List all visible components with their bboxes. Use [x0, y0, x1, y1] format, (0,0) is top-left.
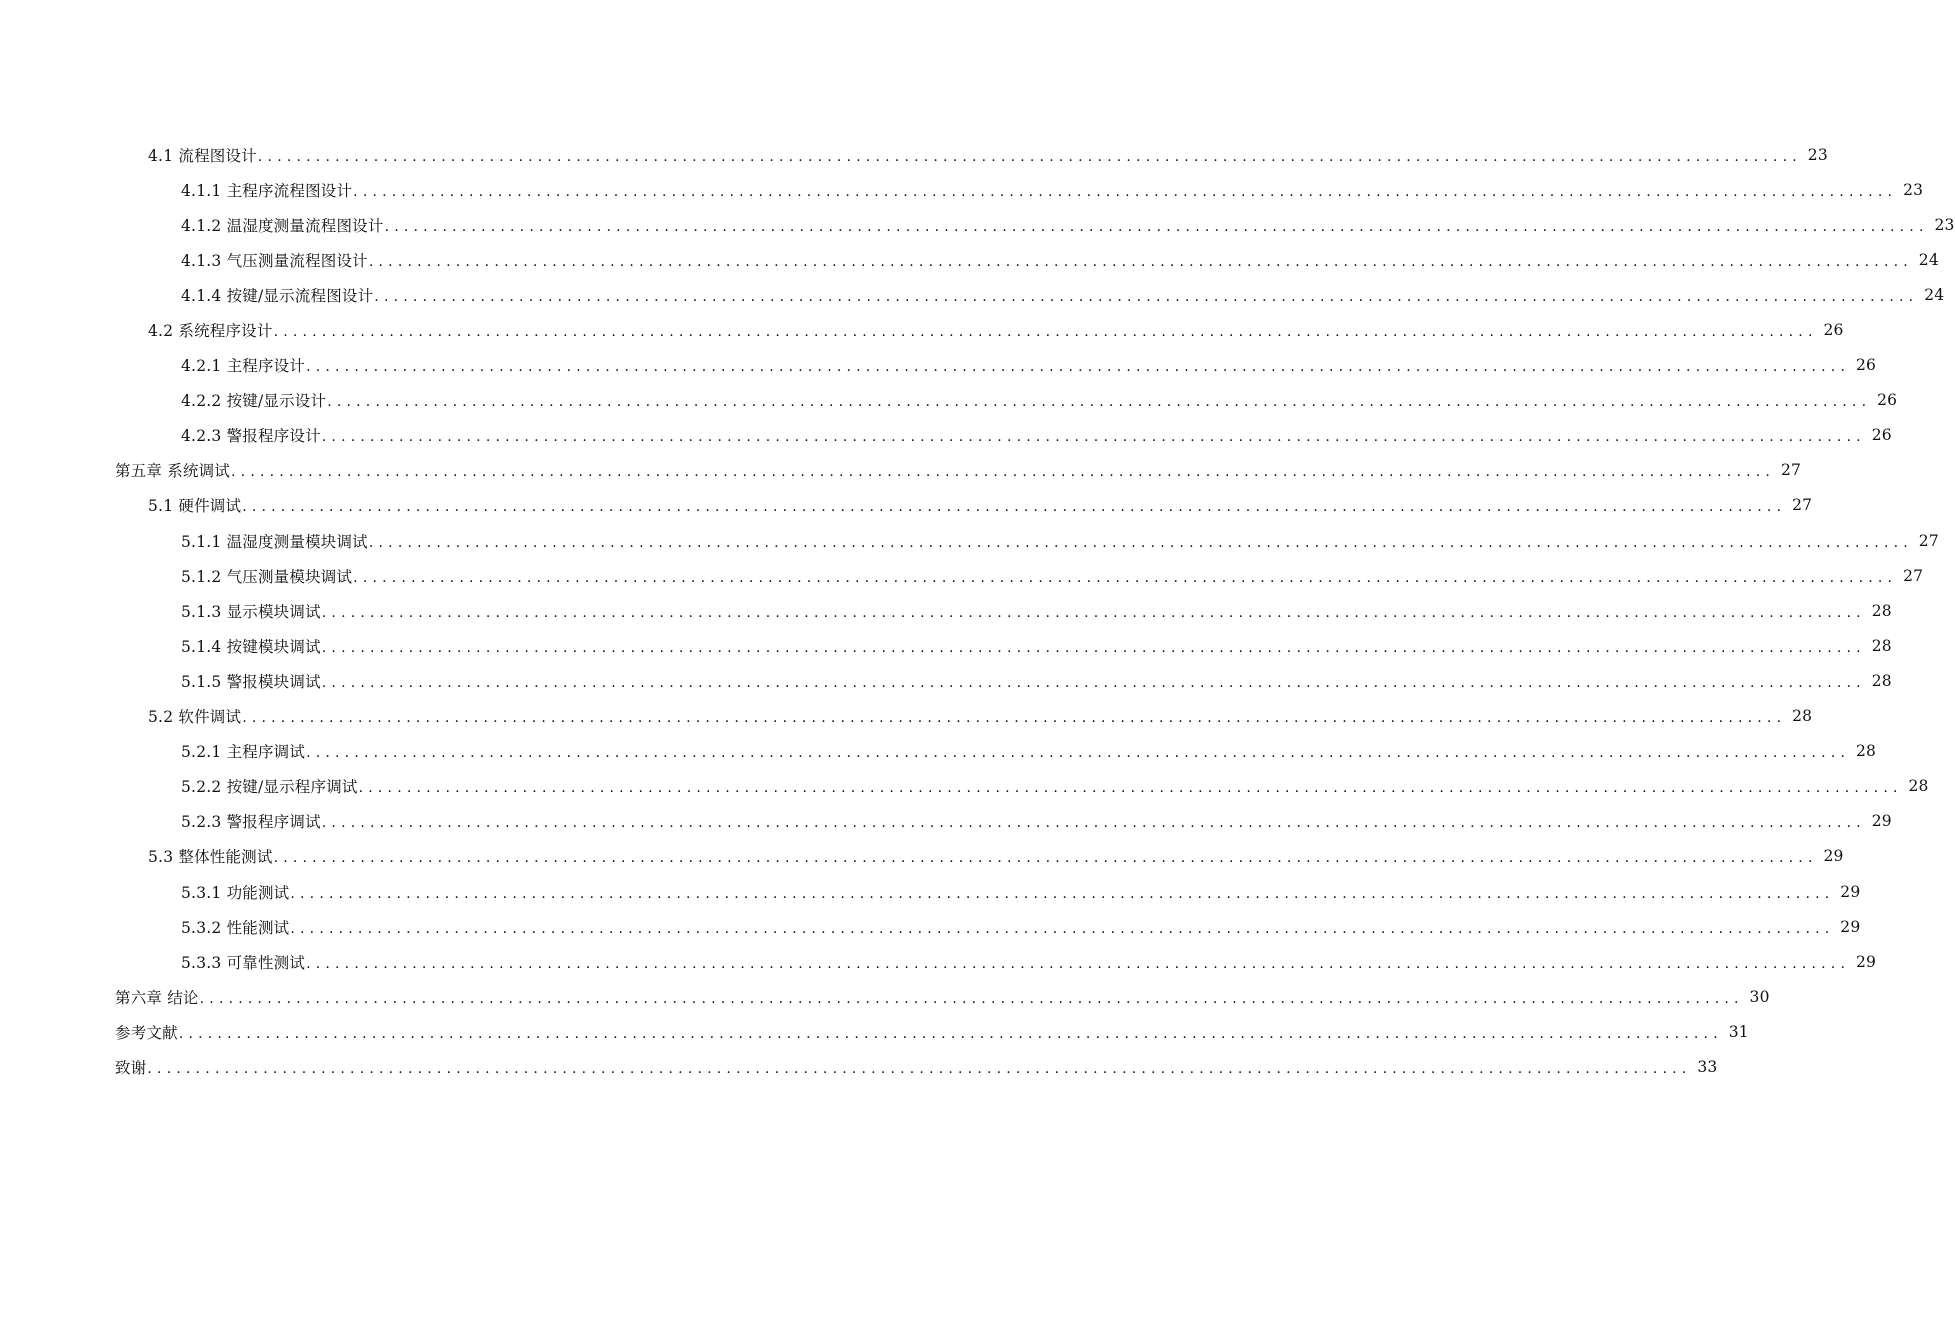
- toc-entry[interactable]: [0, 453, 1802, 488]
- toc-dot-leader: ................................................................................................................................................................: [374, 288, 1919, 305]
- toc-entry-title: 第六章 结论: [115, 988, 199, 1007]
- toc-dot-leader: ................................................................................................................................................................: [321, 674, 1866, 691]
- toc-entry[interactable]: [0, 523, 1939, 558]
- toc-dot-leader: ................................................................................................................................................................: [273, 324, 1818, 341]
- toc-dot-leader: ................................................................................................................................................................: [321, 815, 1866, 832]
- toc-entry[interactable]: [0, 979, 1770, 1014]
- toc-entry-title: 第五章 系统调试: [115, 462, 231, 481]
- toc-page-number: 30: [1749, 987, 1770, 1006]
- toc-dot-leader: ................................................................................................................................................................: [273, 850, 1818, 867]
- toc-entry[interactable]: [0, 558, 1924, 593]
- toc-entry-title: 4.1.2 温湿度测量流程图设计: [181, 216, 384, 235]
- toc-entry[interactable]: [0, 1014, 1749, 1049]
- table-of-contents: [0, 137, 1955, 1085]
- toc-entry-title: 5.2.3 警报程序调试: [181, 813, 321, 832]
- toc-entry[interactable]: [0, 312, 1844, 347]
- toc-entry[interactable]: [0, 699, 1813, 734]
- toc-page-number: 24: [1924, 285, 1945, 304]
- toc-dot-leader: ................................................................................................................................................................: [321, 604, 1866, 621]
- toc-entry[interactable]: [0, 418, 1892, 453]
- toc-entry[interactable]: [0, 769, 1929, 804]
- toc-entry[interactable]: [0, 242, 1939, 277]
- toc-entry-title: 5.1.4 按键模块调试: [181, 637, 321, 656]
- toc-dot-leader: ................................................................................................................................................................: [231, 464, 1776, 481]
- toc-dot-leader: ................................................................................................................................................................: [290, 885, 1835, 902]
- toc-page-number: 29: [1871, 812, 1892, 831]
- toc-entry-title: 4.1.4 按键/显示流程图设计: [181, 286, 374, 305]
- toc-page-number: 28: [1792, 707, 1813, 726]
- toc-entry[interactable]: [0, 944, 1877, 979]
- toc-entry-title: 4.2.3 警报程序设计: [181, 427, 321, 446]
- toc-page-number: 26: [1877, 391, 1898, 410]
- toc-dot-leader: ................................................................................................................................................................: [321, 429, 1866, 446]
- toc-page-number: 33: [1697, 1057, 1718, 1076]
- toc-dot-leader: ................................................................................................................................................................: [147, 1060, 1692, 1077]
- toc-entry-title: 5.2.2 按键/显示程序调试: [181, 778, 358, 797]
- toc-entry[interactable]: [0, 663, 1892, 698]
- toc-dot-leader: ................................................................................................................................................................: [368, 534, 1913, 551]
- toc-entry[interactable]: [0, 172, 1924, 207]
- toc-entry-title: 4.1.1 主程序流程图设计: [181, 181, 353, 200]
- toc-entry-title: 5.3.1 功能测试: [181, 883, 290, 902]
- toc-entry[interactable]: [0, 839, 1844, 874]
- toc-page-number: 29: [1855, 952, 1877, 971]
- toc-dot-leader: ................................................................................................................................................................: [290, 920, 1835, 937]
- toc-entry-title: 5.3.3 可靠性测试: [181, 953, 306, 972]
- toc-entry[interactable]: [0, 137, 1828, 172]
- toc-page-number: 28: [1871, 601, 1892, 620]
- toc-page-number: 24: [1918, 250, 1939, 269]
- toc-page-number: 28: [1855, 742, 1877, 761]
- toc-dot-leader: ................................................................................................................................................................: [368, 253, 1913, 270]
- toc-entry-title: 致谢: [115, 1058, 147, 1077]
- toc-page-number: 27: [1918, 531, 1939, 550]
- toc-entry[interactable]: [0, 804, 1892, 839]
- toc-page-number: 29: [1823, 847, 1844, 866]
- toc-entry-title: 4.2.1 主程序设计: [181, 357, 306, 376]
- toc-dot-leader: ................................................................................................................................................................: [199, 990, 1744, 1007]
- toc-entry-title: 5.2.1 主程序调试: [181, 743, 306, 762]
- toc-page-number: 27: [1780, 461, 1802, 480]
- toc-page-number: 26: [1855, 356, 1877, 375]
- toc-page-number: 23: [1807, 145, 1828, 164]
- toc-entry-title: 5.2 软件调试: [148, 708, 242, 727]
- toc-entry-title: 4.2.2 按键/显示设计: [181, 392, 327, 411]
- toc-dot-leader: ................................................................................................................................................................: [306, 955, 1851, 972]
- toc-entry[interactable]: [0, 628, 1892, 663]
- toc-entry[interactable]: [0, 909, 1861, 944]
- toc-dot-leader: ................................................................................................................................................................: [242, 499, 1787, 516]
- toc-page-number: 31: [1728, 1022, 1749, 1041]
- toc-entry[interactable]: [0, 874, 1861, 909]
- toc-entry-title: 5.1.1 温湿度测量模块调试: [181, 532, 368, 551]
- toc-dot-leader: ................................................................................................................................................................: [306, 745, 1851, 762]
- toc-entry[interactable]: [0, 1049, 1718, 1084]
- toc-entry[interactable]: [0, 734, 1877, 769]
- toc-dot-leader: ................................................................................................................................................................: [321, 639, 1866, 656]
- toc-dot-leader: ................................................................................................................................................................: [358, 780, 1903, 797]
- toc-entry-title: 4.2 系统程序设计: [148, 322, 273, 341]
- toc-entry-title: 5.3 整体性能测试: [148, 848, 273, 867]
- toc-entry-title: 4.1.3 气压测量流程图设计: [181, 251, 368, 270]
- toc-dot-leader: ................................................................................................................................................................: [257, 148, 1802, 165]
- toc-page-number: 27: [1903, 566, 1924, 585]
- toc-dot-leader: ................................................................................................................................................................: [384, 218, 1929, 235]
- toc-entry[interactable]: [0, 593, 1892, 628]
- toc-dot-leader: ................................................................................................................................................................: [242, 710, 1787, 727]
- toc-page-number: 27: [1792, 496, 1813, 515]
- toc-page-number: 26: [1871, 426, 1892, 445]
- toc-entry-title: 5.1.3 显示模块调试: [181, 602, 321, 621]
- toc-entry-title: 4.1 流程图设计: [148, 146, 257, 165]
- toc-page-number: 28: [1908, 777, 1929, 796]
- toc-entry-title: 5.1.2 气压测量模块调试: [181, 567, 353, 586]
- toc-dot-leader: ................................................................................................................................................................: [353, 569, 1898, 586]
- toc-dot-leader: ................................................................................................................................................................: [178, 1025, 1723, 1042]
- toc-page-number: 28: [1871, 636, 1892, 655]
- toc-entry[interactable]: [0, 348, 1877, 383]
- toc-dot-leader: ................................................................................................................................................................: [327, 394, 1872, 411]
- toc-entry-title: 5.3.2 性能测试: [181, 918, 290, 937]
- toc-page-number: 28: [1871, 671, 1892, 690]
- toc-page-number: 26: [1823, 321, 1844, 340]
- toc-entry-title: 5.1.5 警报模块调试: [181, 672, 321, 691]
- toc-entry[interactable]: [0, 488, 1813, 523]
- toc-entry[interactable]: [0, 383, 1898, 418]
- toc-dot-leader: ................................................................................................................................................................: [306, 359, 1851, 376]
- toc-entry-title: 参考文献: [115, 1023, 178, 1042]
- toc-page-number: 23: [1903, 180, 1924, 199]
- toc-page-number: 29: [1840, 882, 1861, 901]
- toc-page-number: 23: [1934, 215, 1955, 234]
- toc-page-number: 29: [1840, 917, 1861, 936]
- toc-entry-title: 5.1 硬件调试: [148, 497, 242, 516]
- toc-entry[interactable]: [0, 207, 1955, 242]
- toc-entry[interactable]: [0, 277, 1945, 312]
- toc-dot-leader: ................................................................................................................................................................: [353, 183, 1898, 200]
